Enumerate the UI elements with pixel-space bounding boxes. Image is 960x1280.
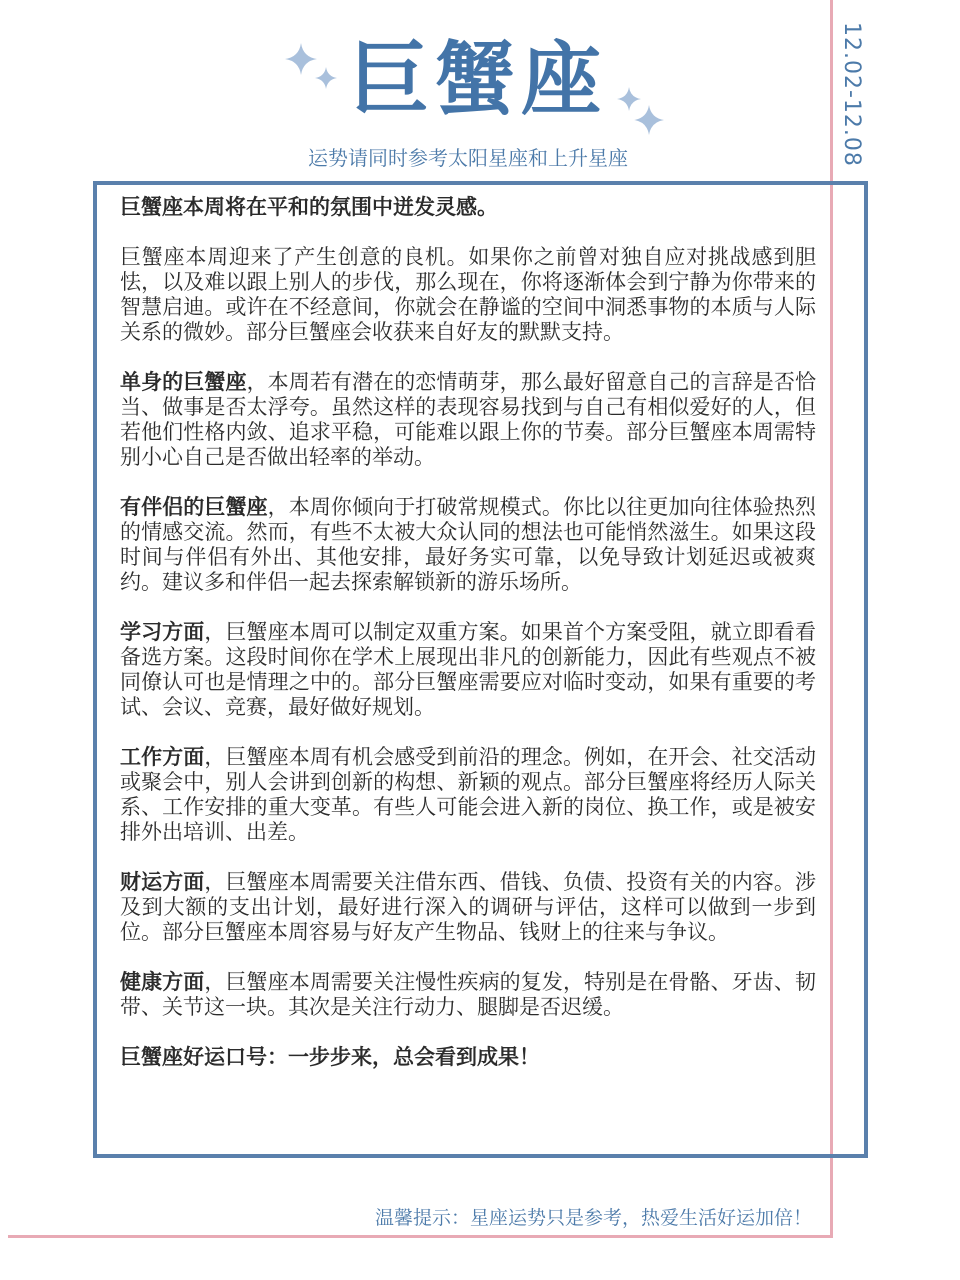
section-label: 工作方面 — [120, 745, 205, 769]
section-text: ，巨蟹座本周可以制定双重方案。如果首个方案受阻，就立即看看备选方案。这段时间你在学术上展现出非凡的创新能力，因此有些观点不被同僚认可也是情理之中的。部分巨蟹座需要应对临时变动，如果有重要的考试、会议、竞赛，最好做好规划。 — [120, 620, 816, 719]
section-label: 单身的巨蟹座 — [120, 370, 247, 394]
section-label: 健康方面 — [120, 970, 205, 994]
section-label: 有伴侣的巨蟹座 — [120, 495, 268, 519]
section-text: ，巨蟹座本周需要关注慢性疾病的复发，特别是在骨骼、牙齿、韧带、关节这一块。其次是关注行动力、腿脚是否迟缓。 — [120, 970, 816, 1019]
headline: 巨蟹座本周将在平和的氛围中迸发灵感。 — [120, 195, 498, 219]
section-label: 财运方面 — [120, 870, 205, 894]
section-health — [120, 970, 816, 1020]
section-study — [120, 620, 816, 720]
section-text: ，巨蟹座本周需要关注借东西、借钱、负债、投资有关的内容。涉及到大额的支出计划，最好进行深入的调研与评估，这样可以做到一步到位。部分巨蟹座本周容易与好友产生物品、钱财上的往来与争议。 — [120, 870, 816, 944]
pink-horizontal-line — [8, 1235, 833, 1238]
section-text: ，本周你倾向于打破常规模式。你比以往更加向往体验热烈的情感交流。然而，有些不太被大众认同的想法也可能悄然滋生。如果这段时间与伴侣有外出、其他安排，最好务实可靠，以免导致计划延迟或被爽约。建议多和伴侣一起去探索解锁新的游乐场所。 — [120, 495, 816, 594]
section-partnered — [120, 495, 816, 595]
section-text: ，本周若有潜在的恋情萌芽，那么最好留意自己的言辞是否恰当、做事是否太浮夸。虽然这样的表现容易找到与自己有相似爱好的人，但若他们性格内敛、追求平稳，可能难以跟上你的节奏。部分巨蟹座本周需特别小心自己是否做出轻率的举动。 — [120, 370, 816, 469]
slogan: 巨蟹座好运口号：一步步来，总会看到成果！ — [120, 1045, 540, 1069]
subtitle: 运势请同时参考太阳星座和上升星座 — [308, 146, 628, 170]
footer-tip: 温馨提示：星座运势只是参考，热爱生活好运加倍！ — [374, 1207, 812, 1229]
section-finance — [120, 870, 816, 945]
date-range: 12.02-12.08 — [839, 22, 864, 167]
intro-paragraph: 巨蟹座本周迎来了产生创意的良机。如果你之前曾对独自应对挑战感到胆怯，以及难以跟上别人的步伐，那么现在，你将逐渐体会到宁静为你带来的智慧启迪。或许在不经意间，你就会在静谧的空间中洞悉事物的本质与人际关系的微妙。部分巨蟹座会收获来自好友的默默支持。 — [120, 245, 816, 344]
section-label: 学习方面 — [120, 620, 205, 644]
article-body — [120, 195, 816, 1095]
section-work — [120, 745, 816, 845]
section-single — [120, 370, 816, 470]
section-text: ，巨蟹座本周有机会感受到前沿的理念。例如，在开会、社交活动或聚会中，别人会讲到创新的构想、新颖的观点。部分巨蟹座将经历人际关系、工作安排的重大变革。有些人可能会进入新的岗位、换工作，或是被安排外出培训、出差。 — [120, 745, 816, 844]
page-title: 巨蟹座 — [349, 33, 607, 126]
